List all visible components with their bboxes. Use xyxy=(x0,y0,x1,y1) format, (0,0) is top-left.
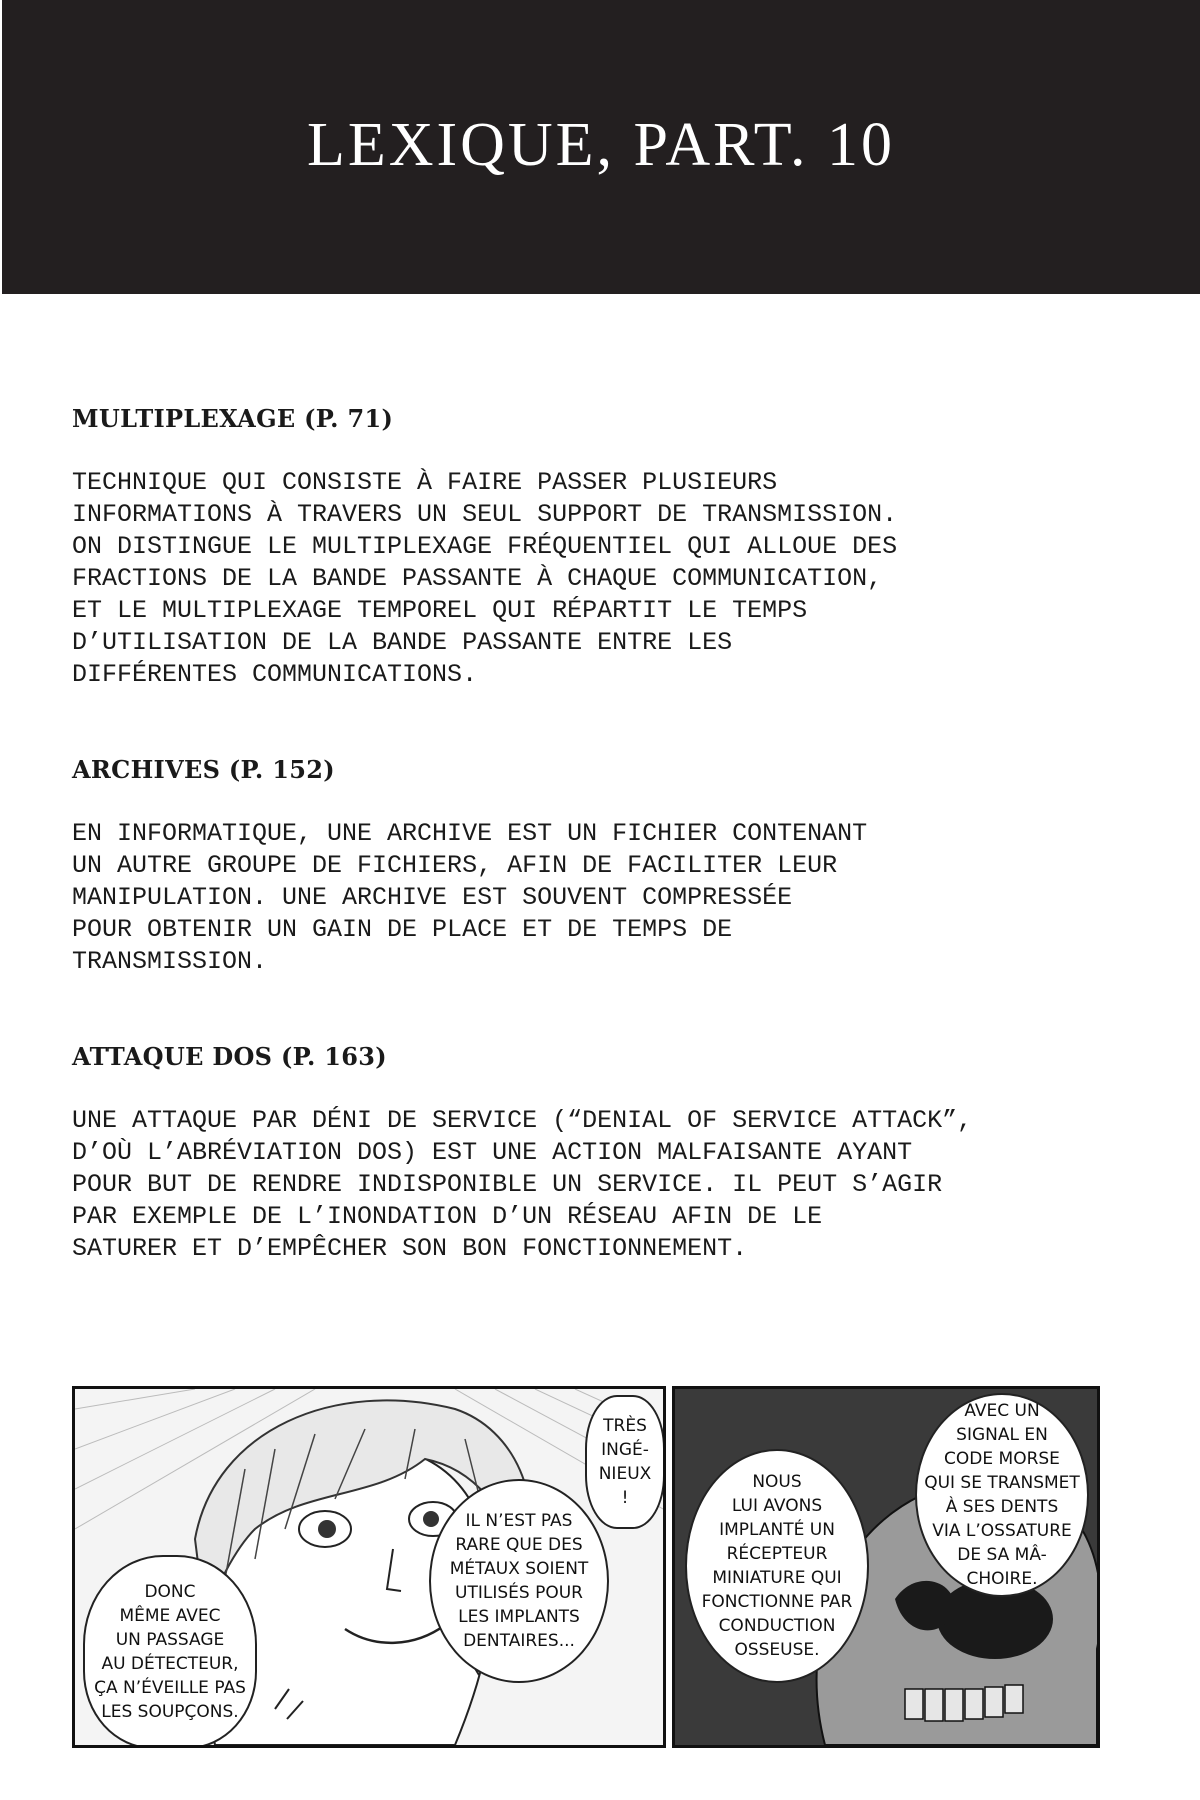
speech-bubble: AVEC UN SIGNAL EN CODE MORSE QUI SE TRANSMET À SES DENTS VIA L’OSSATURE DE SA MÂ- CHOIRE. xyxy=(915,1393,1089,1597)
glossary-entry-archives xyxy=(72,755,1132,978)
speech-bubble: TRÈS INGÉ- NIEUX ! xyxy=(585,1395,665,1529)
entry-title: MULTIPLEXAGE (P. 71) xyxy=(72,404,394,433)
speech-bubble: DONC MÊME AVEC UN PASSAGE AU DÉTECTEUR, ÇA N’ÉVEILLE PAS LES SOUPÇONS. xyxy=(83,1555,257,1748)
entry-title: ATTAQUE DOS (P. 163) xyxy=(72,1042,387,1071)
glossary-entry-multiplexage xyxy=(72,404,1132,691)
comic-panel-right xyxy=(672,1386,1100,1748)
page-title: LEXIQUE, PART. 10 xyxy=(306,110,896,179)
glossary-entry-attaque-dos xyxy=(72,1042,1132,1265)
comic-strip xyxy=(72,1386,1100,1746)
entry-body: TECHNIQUE QUI CONSISTE À FAIRE PASSER PLUSIEURS INFORMATIONS À TRAVERS UN SEUL SUPPORT DE TRANSMISSION. ON DISTINGUE LE MULTIPLEXAGE FRÉQUENTIEL QUI ALLOUE DES FRACTIONS DE LA BANDE PASSANTE À CHAQUE COMMUNICATION, ET LE MULTIPLEXAGE TEMPOREL QUI RÉPARTIT LE TEMPS D’UTILISATION DE LA BANDE PASSANTE ENTRE LES DIFFÉRENTES COMMUNICATIONS. xyxy=(72,468,898,689)
entry-body: UNE ATTAQUE PAR DÉNI DE SERVICE (“DENIAL OF SERVICE ATTACK”, D’OÙ L’ABRÉVIATION DOS) EST UNE ACTION MALFAISANTE AYANT POUR BUT DE RENDRE INDISPONIBLE UN SERVICE. IL PEUT S’AGIR PAR EXEMPLE DE L’INONDATION D’UN RÉSEAU AFIN DE LE SATURER ET D’EMPÊCHER SON BON FONCTIONNEMENT. xyxy=(72,1106,973,1263)
speech-bubble: NOUS LUI AVONS IMPLANTÉ UN RÉCEPTEUR MINIATURE QUI FONCTIONNE PAR CONDUCTION OSSEUSE. xyxy=(685,1449,869,1683)
entry-body: EN INFORMATIQUE, UNE ARCHIVE EST UN FICHIER CONTENANT UN AUTRE GROUPE DE FICHIERS, AFIN DE FACILITER LEUR MANIPULATION. UNE ARCHIVE EST SOUVENT COMPRESSÉE POUR OBTENIR UN GAIN DE PLACE ET DE TEMPS DE TRANSMISSION. xyxy=(72,819,868,976)
entry-title: ARCHIVES (P. 152) xyxy=(72,755,335,784)
comic-panel-left xyxy=(72,1386,666,1748)
glossary xyxy=(72,404,1132,1329)
page-header xyxy=(2,0,1200,294)
speech-bubble: IL N’EST PAS RARE QUE DES MÉTAUX SOIENT UTILISÉS POUR LES IMPLANTS DENTAIRES... xyxy=(429,1479,609,1683)
